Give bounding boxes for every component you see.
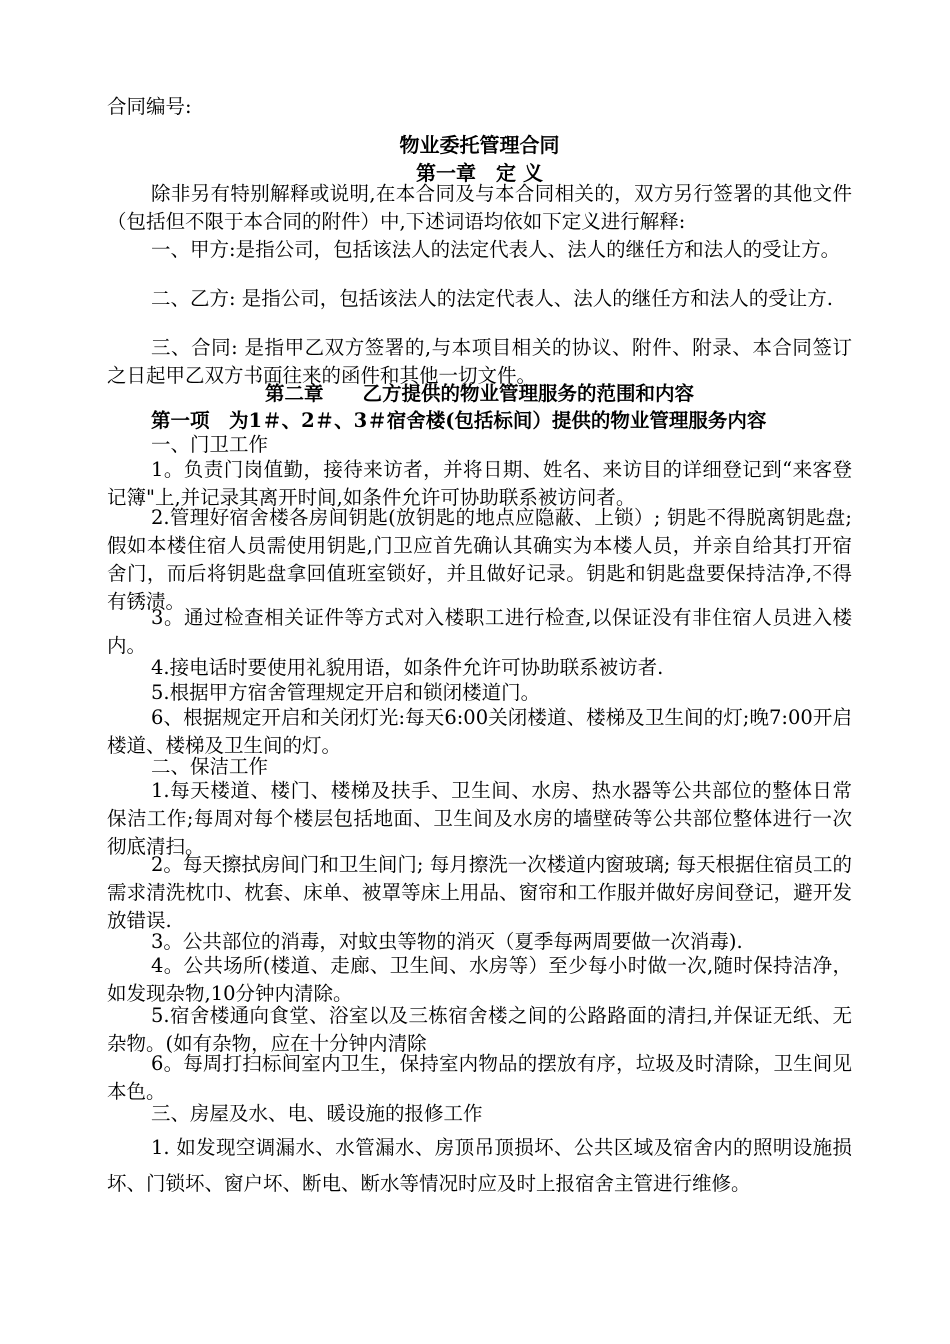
cleaning-item-6: 6。每周打扫标间室内卫生，保持室内物品的摆放有序，垃圾及时清除，卫生间见本色。	[107, 1052, 852, 1103]
cleaning-item-1: 1.每天楼道、楼门、楼梯及扶手、卫生间、水房、热水器等公共部位的整体日常保洁工作;每周对每个楼层包括地面、卫生间及水房的墙壁砖等公共部位整体进行一次彻底清扫。	[107, 779, 852, 858]
chapter1-intro: 除非另有特别解释或说明,在本合同及与本合同相关的，双方另行签署的其他文件（包括但不限于本合同的附件）中,下述词语均依如下定义进行解释:	[107, 182, 852, 233]
gatekeeping-item-4: 4.接电话时要使用礼貌用语，如条件允许可协助联系被访者.	[151, 656, 664, 679]
definition-contract: 三、合同: 是指甲乙双方签署的,与本项目相关的协议、附件、附录、本合同签订之日起甲乙双方书面往来的函件和其他一切文件。	[107, 336, 852, 387]
definition-party-b: 二、乙方: 是指公司，包括该法人的法定代表人、法人的继任方和法人的受让方.	[151, 287, 833, 310]
section-cleaning-title: 二、保洁工作	[151, 755, 269, 778]
contract-number-label: 合同编号:	[107, 95, 192, 118]
gatekeeping-item-6: 6、根据规定开启和关闭灯光:每天6:00关闭楼道、楼梯及卫生间的灯;晚7:00开启楼道、楼梯及卫生间的灯。	[107, 706, 852, 757]
section-gatekeeping-title: 一、门卫工作	[151, 433, 269, 456]
item1-heading: 第一项 为1＃、2＃、3＃宿舍楼(包括标间）提供的物业管理服务内容	[151, 409, 767, 432]
gatekeeping-item-2: 2.管理好宿舍楼各房间钥匙(放钥匙的地点应隐蔽、上锁）; 钥匙不得脱离钥匙盘; 假如本楼住宿人员需使用钥匙,门卫应首先确认其确实为本楼人员，并亲自给其打开宿舍门，而后将钥匙盘拿回值班室锁好，并且做好记录。钥匙和钥匙盘要保持洁净,不得有锈渍。	[107, 506, 852, 613]
document-title: 物业委托管理合同	[399, 133, 560, 157]
section-repair-title: 三、房屋及水、电、暖设施的报修工作	[151, 1102, 483, 1125]
chapter1-heading: 第一章 定 义	[416, 161, 543, 185]
gatekeeping-item-3: 3。通过检查相关证件等方式对入楼职工进行检查,以保证没有非住宿人员进入楼内。	[107, 606, 852, 657]
cleaning-item-2: 2。每天擦拭房间门和卫生间门; 每月擦洗一次楼道内窗玻璃; 每天根据住宿员工的需求清洗枕巾、枕套、床单、被罩等床上用品、窗帘和工作服并做好房间登记，避开发放错误.	[107, 853, 852, 932]
definition-party-a: 一、甲方:是指公司，包括该法人的法定代表人、法人的继任方和法人的受让方。	[151, 238, 841, 261]
repair-item-1: 1. 如发现空调漏水、水管漏水、房顶吊顶损坏、公共区域及宿舍内的照明设施损坏、门锁坏、窗户坏、断电、断水等情况时应及时上报宿舍主管进行维修。	[107, 1136, 852, 1195]
chapter2-heading: 第二章 乙方提供的物业管理服务的范围和内容	[264, 382, 694, 405]
gatekeeping-item-5: 5.根据甲方宿舍管理规定开启和锁闭楼道门。	[151, 681, 541, 704]
cleaning-item-5: 5.宿舍楼通向食堂、浴室以及三栋宿舍楼之间的公路路面的清扫,并保证无纸、无杂物。(如有杂物，应在十分钟内清除	[107, 1004, 852, 1055]
cleaning-item-4: 4。公共场所(楼道、走廊、卫生间、水房等）至少每小时做一次,随时保持洁净，如发现杂物,10分钟内清除。	[107, 954, 852, 1005]
cleaning-item-3: 3。公共部位的消毒，对蚊虫等物的消灭（夏季每两周要做一次消毒).	[151, 930, 743, 953]
gatekeeping-item-1: 1。负责门岗值勤，接待来访者，并将日期、姓名、来访目的详细登记到“来客登记簿"上,并记录其离开时间,如条件允许可协助联系被访问者。	[107, 458, 852, 509]
